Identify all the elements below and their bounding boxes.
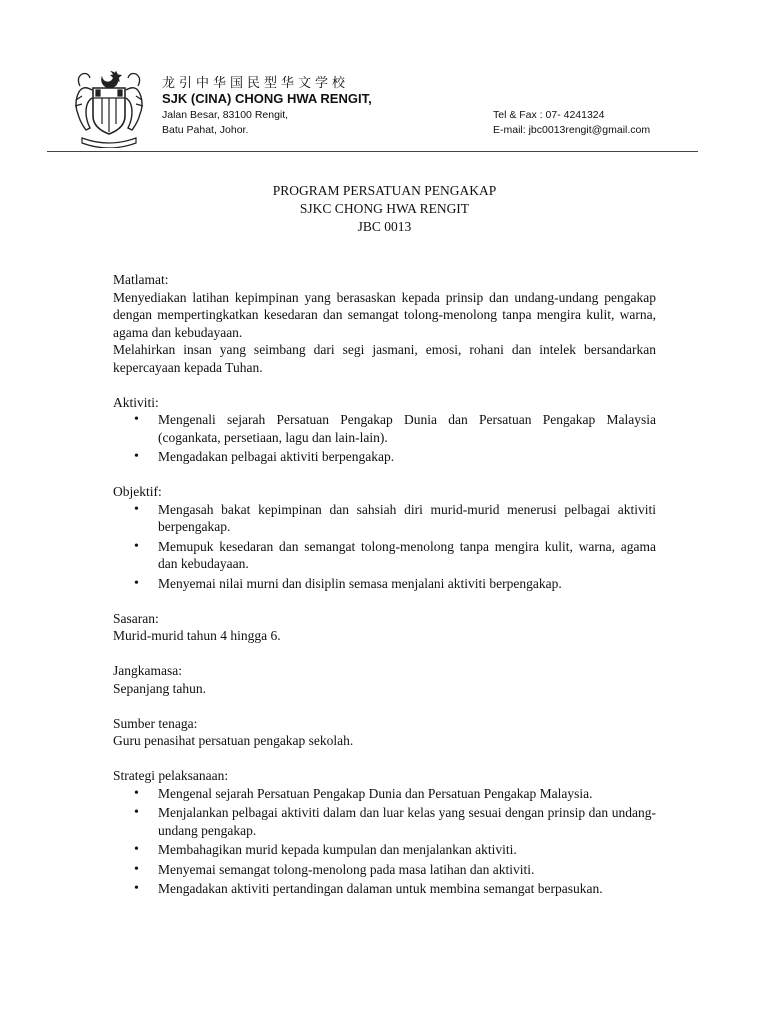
section-heading: Objektif: — [113, 484, 162, 499]
section-heading: Strategi pelaksanaan: — [113, 768, 229, 783]
section-sasaran — [113, 610, 656, 645]
paragraph: Menyediakan latihan kepimpinan yang berasaskan kepada prinsip dan undang-undang pengakap dengan mempertingkatkan kesedaran dan semangat tolong-menolong tanpa mengira kulit, warna, agama dan kebudayaan. — [113, 289, 656, 340]
section-heading: Aktiviti: — [113, 394, 159, 410]
school-chinese-name: 龙引中华国民型华文学校 — [162, 76, 350, 91]
letterhead-divider — [47, 151, 698, 152]
section-jangkamasa — [113, 662, 656, 697]
list-item: • Mengenali sejarah Persatuan Pengakap Dunia dan Persatuan Pengakap Malaysia (cogankata, persetiaan, lagu dan lain-lain). — [158, 411, 656, 446]
paragraph: Guru penasihat persatuan pengakap sekolah. — [113, 733, 354, 748]
paragraph: Melahirkan insan yang seimbang dari segi jasmani, emosi, rohani dan intelek bersandarkan kepercayaan kepada Tuhan. — [113, 342, 656, 375]
title-line-2: SJKC CHONG HWA RENGIT — [299, 201, 470, 216]
section-objektif — [113, 483, 656, 592]
section-matlamat — [113, 271, 656, 376]
bullet-list — [113, 785, 656, 898]
title-line-3: JBC 0013 — [357, 219, 412, 234]
document-title-block — [113, 182, 656, 236]
list-item: • Mengadakan aktiviti pertandingan dalaman untuk membina semangat berpasukan. — [158, 880, 656, 898]
document-body — [113, 271, 656, 915]
malaysia-coat-of-arms-icon — [66, 66, 152, 148]
paragraph: Sepanjang tahun. — [113, 680, 206, 696]
title-line-1: PROGRAM PERSATUAN PENGAKAP — [272, 183, 497, 198]
address-line-1: Jalan Besar, 83100 Rengit, — [162, 109, 289, 121]
list-item: • Memupuk kesedaran dan semangat tolong-menolong tanpa mengira kulit, warna, agama dan kebudayaan. — [158, 538, 656, 573]
section-heading: Jangkamasa: — [113, 663, 182, 678]
list-item: • Menjalankan pelbagai aktiviti dalam dan luar kelas yang sesuai dengan prinsip dan undang-undang pengakap. — [158, 804, 656, 839]
list-item: • Menyemai semangat tolong-menolong pada masa latihan dan aktiviti. — [158, 861, 656, 879]
section-sumber-tenaga — [113, 715, 656, 750]
section-aktiviti — [113, 394, 656, 466]
email-address: E-mail: jbc0013rengit@gmail.com — [493, 124, 651, 136]
bullet-list — [113, 501, 656, 593]
list-item: • Menyemai nilai murni dan disiplin semasa menjalani aktiviti berpengakap. — [158, 575, 656, 593]
address-line-2: Batu Pahat, Johor. — [162, 124, 249, 136]
paragraph: Murid-murid tahun 4 hingga 6. — [113, 628, 281, 643]
school-name: SJK (CINA) CHONG HWA RENGIT, — [162, 91, 372, 106]
section-heading: Sasaran: — [113, 610, 159, 626]
list-item: • Mengasah bakat kepimpinan dan sahsiah diri murid-murid menerusi pelbagai aktiviti berpengakap. — [158, 501, 656, 536]
list-item: • Mengadakan pelbagai aktiviti berpengakap. — [158, 448, 656, 466]
tel-fax: Tel & Fax : 07- 4241324 — [493, 109, 605, 121]
section-heading: Matlamat: — [113, 272, 169, 287]
section-heading: Sumber tenaga: — [113, 715, 198, 731]
section-strategi — [113, 767, 656, 898]
bullet-list — [113, 411, 656, 466]
list-item: • Membahagikan murid kepada kumpulan dan menjalankan aktiviti. — [158, 841, 656, 859]
list-item: • Mengenal sejarah Persatuan Pengakap Dunia dan Persatuan Pengakap Malaysia. — [158, 785, 656, 803]
